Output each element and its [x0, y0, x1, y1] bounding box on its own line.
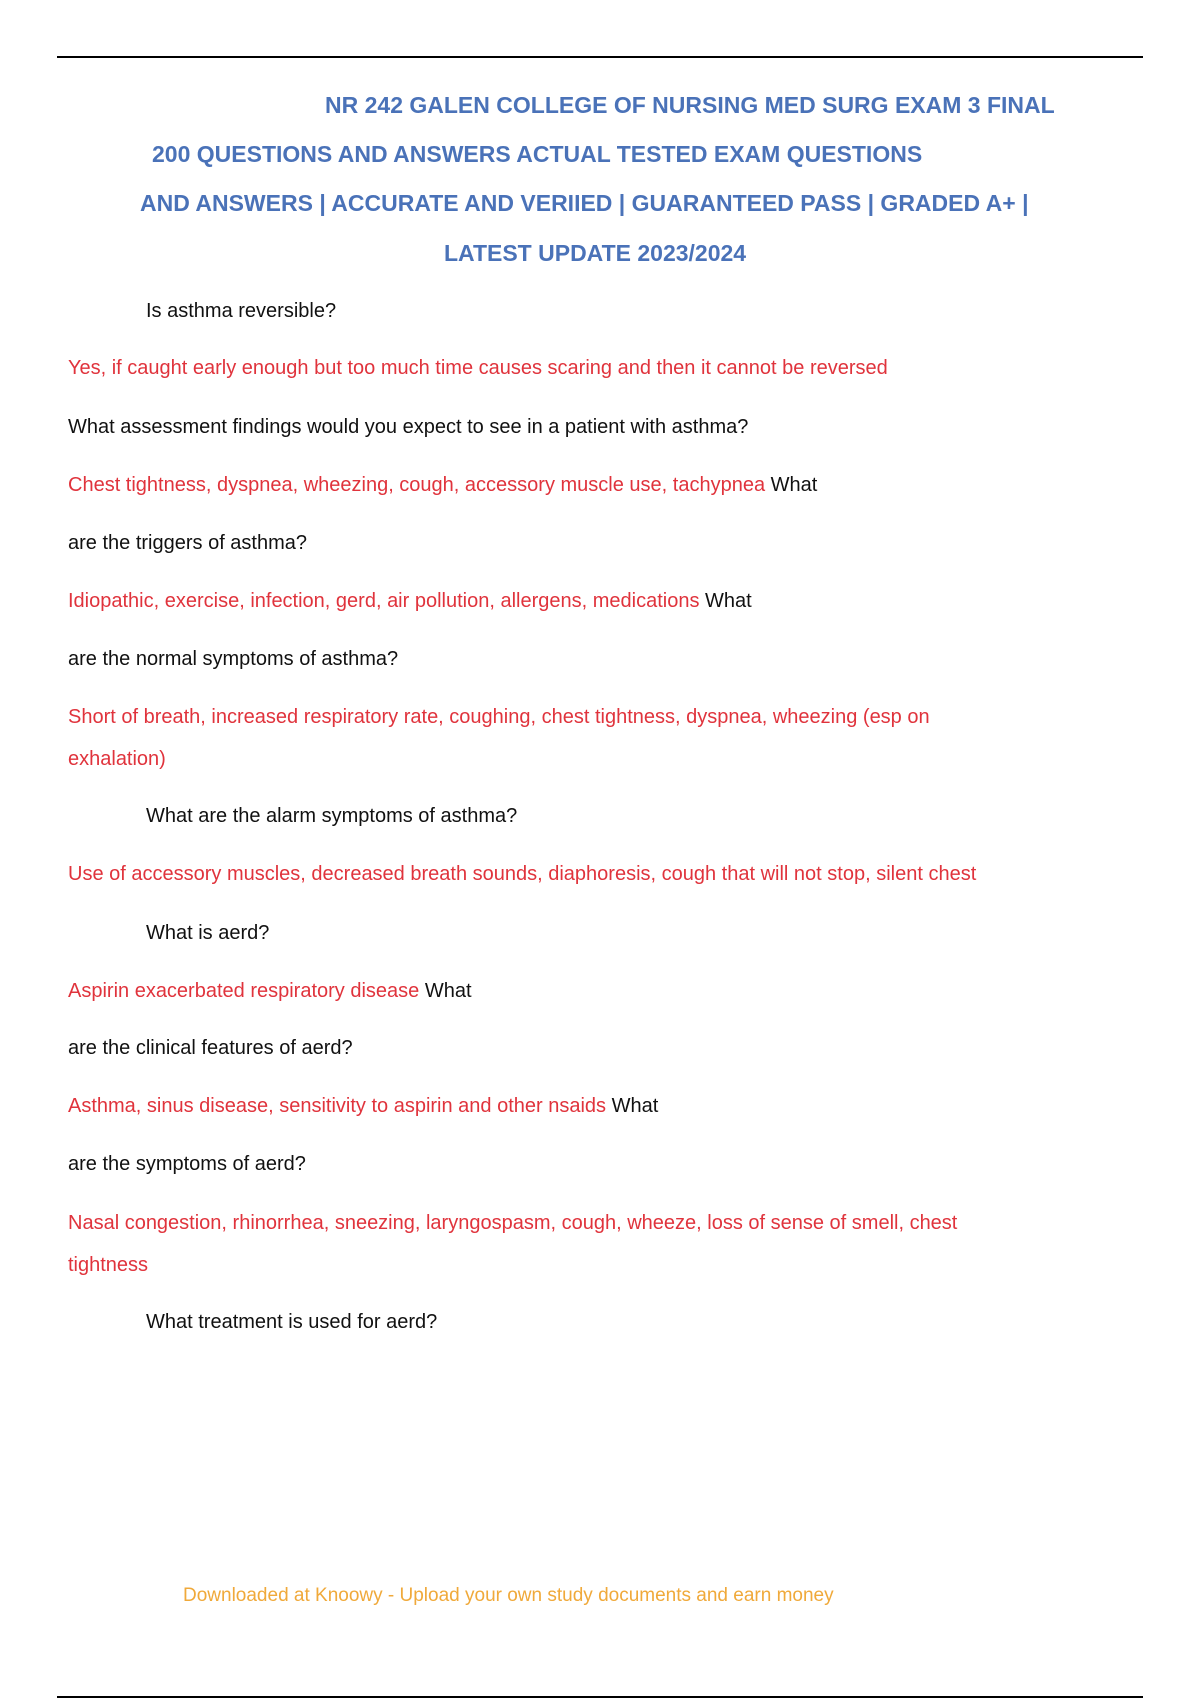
question-asthma-reversible: Is asthma reversible? — [146, 300, 337, 322]
question-alarm-symptoms: What are the alarm symptoms of asthma? — [146, 805, 518, 827]
answer-clinical-features-row — [68, 1095, 658, 1118]
question-aerd-treatment: What treatment is used for aerd? — [146, 1311, 438, 1333]
answer-aerd-symptoms-line-1: Nasal congestion, rhinorrhea, sneezing, laryngospasm, cough, wheeze, loss of sense of smell, chest — [68, 1212, 958, 1234]
question-clinical-features: are the clinical features of aerd? — [68, 1037, 353, 1059]
answer-what-is-aerd-row — [68, 980, 472, 1003]
question-clinical-features-start: What — [424, 980, 472, 1002]
question-triggers: are the triggers of asthma? — [68, 532, 308, 554]
answer-alarm-symptoms: Use of accessory muscles, decreased breath sounds, diaphoresis, cough that will not stop, silent chest — [68, 863, 977, 885]
answer-triggers-row — [68, 590, 752, 613]
document-title-line-3: AND ANSWERS | ACCURATE AND VERIIED | GUARANTEED PASS | GRADED A+ | — [140, 190, 1029, 216]
answer-assessment-findings: Chest tightness, dyspnea, wheezing, cough, accessory muscle use, tachypnea — [68, 474, 766, 496]
answer-aerd-symptoms-line-2: tightness — [68, 1254, 149, 1276]
answer-asthma-reversible: Yes, if caught early enough but too much time causes scaring and then it cannot be reversed — [68, 357, 888, 379]
question-normal-symptoms: are the normal symptoms of asthma? — [68, 648, 399, 670]
top-divider — [57, 56, 1143, 58]
question-aerd-symptoms: are the symptoms of aerd? — [68, 1153, 306, 1175]
answer-assessment-findings-row — [68, 474, 817, 497]
question-what-is-aerd: What is aerd? — [146, 922, 270, 944]
question-aerd-symptoms-start: What — [611, 1095, 659, 1117]
question-triggers-start: What — [770, 474, 818, 496]
answer-normal-symptoms-line-2: exhalation) — [68, 748, 166, 770]
download-watermark: Downloaded at Knoowy - Upload your own study documents and earn money — [183, 1585, 834, 1606]
question-normal-symptoms-start: What — [705, 590, 752, 612]
document-title-line-1: NR 242 GALEN COLLEGE OF NURSING MED SURG EXAM 3 FINAL — [325, 92, 1055, 118]
document-title-line-2: 200 QUESTIONS AND ANSWERS ACTUAL TESTED EXAM QUESTIONS — [152, 141, 923, 167]
answer-normal-symptoms-line-1: Short of breath, increased respiratory rate, coughing, chest tightness, dyspnea, wheezing (esp on — [68, 706, 930, 728]
answer-what-is-aerd: Aspirin exacerbated respiratory disease — [68, 980, 420, 1002]
question-assessment-findings: What assessment findings would you expect to see in a patient with asthma? — [68, 416, 749, 438]
document-title-line-4: LATEST UPDATE 2023/2024 — [444, 240, 747, 266]
bottom-divider — [57, 1696, 1143, 1698]
answer-clinical-features: Asthma, sinus disease, sensitivity to aspirin and other nsaids — [68, 1095, 607, 1117]
answer-triggers: Idiopathic, exercise, infection, gerd, air pollution, allergens, medications — [68, 590, 700, 612]
